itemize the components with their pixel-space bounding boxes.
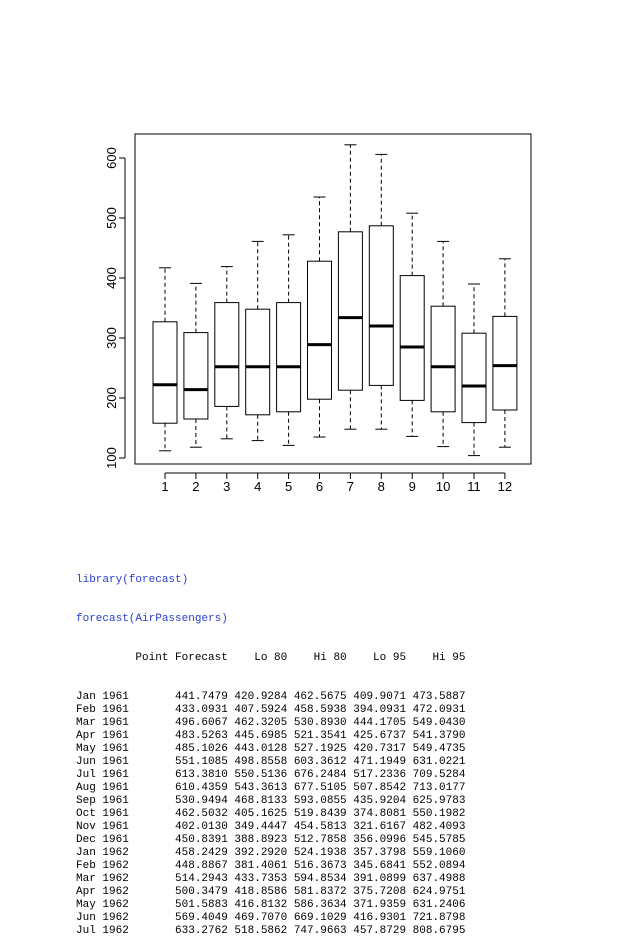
box-iqr [338, 232, 362, 390]
forecast-table-row: Jun 1962 569.4049 469.7070 669.1029 416.9301 721.8798 [76, 912, 466, 924]
box-iqr [369, 226, 393, 386]
y-tick-label: 100 [104, 447, 119, 469]
y-tick-label: 600 [104, 147, 119, 169]
x-tick-label: 8 [377, 479, 385, 494]
forecast-table-row: Jan 1962 458.2429 392.2920 524.1938 357.3798 559.1060 [76, 847, 466, 859]
x-tick-label: 3 [223, 479, 231, 494]
box-group [246, 241, 270, 440]
boxes [153, 145, 517, 456]
forecast-table [76, 691, 465, 938]
box-iqr [246, 309, 270, 415]
forecast-table-row: May 1961 485.1026 443.0128 527.1925 420.7317 549.4735 [76, 743, 466, 755]
forecast-table-row: Dec 1961 450.8391 388.8923 512.7858 356.0996 545.5785 [76, 834, 466, 846]
x-tick-label: 12 [497, 479, 513, 494]
box-iqr [308, 261, 332, 399]
box-group [462, 284, 486, 456]
x-tick-label: 6 [315, 479, 324, 494]
x-tick-label: 5 [284, 479, 293, 494]
box-group [493, 259, 517, 447]
box-iqr [400, 276, 424, 401]
forecast-table-row: Jan 1961 441.7479 420.9284 462.5675 409.9071 473.5887 [76, 691, 466, 703]
forecast-table-row: Feb 1962 448.8867 381.4061 516.3673 345.6841 552.0894 [76, 860, 466, 872]
y-tick-label: 400 [104, 267, 119, 289]
y-tick-label: 500 [104, 207, 119, 229]
forecast-table-row: May 1962 501.5883 416.8132 586.3634 371.9359 631.2406 [76, 899, 466, 911]
box-iqr [277, 303, 301, 412]
forecast-table-row: Apr 1961 483.5263 445.6985 521.3541 425.6737 541.3790 [76, 730, 466, 742]
x-tick-label: 9 [408, 479, 416, 494]
forecast-table-row: Sep 1961 530.9494 468.8133 593.0855 435.9204 625.9783 [76, 795, 466, 807]
forecast-table-row: Feb 1961 433.0931 407.5924 458.5938 394.0931 472.0931 [76, 704, 466, 716]
box-group [308, 197, 332, 437]
x-tick-label: 2 [192, 479, 200, 494]
box-iqr [431, 306, 455, 412]
console-command-1: library(forecast) [76, 574, 189, 586]
forecast-table-row: Jul 1961 613.3810 550.5136 676.2484 517.2336 709.5284 [76, 769, 466, 781]
x-tick-label: 4 [254, 479, 262, 494]
forecast-table-row: Apr 1962 500.3479 418.8586 581.8372 375.7208 624.9751 [76, 886, 466, 898]
forecast-table-row: Aug 1961 610.4359 543.3613 677.5105 507.8542 713.0177 [76, 782, 466, 794]
y-tick-label: 300 [104, 327, 119, 349]
box-group [215, 267, 239, 439]
forecast-table-row: Nov 1961 402.0130 349.4447 454.5813 321.6167 482.4093 [76, 821, 466, 833]
box-group [369, 154, 393, 429]
box-iqr [184, 333, 208, 419]
box-group [184, 283, 208, 447]
y-axis [104, 147, 125, 469]
box-group [338, 145, 362, 429]
box-iqr [462, 333, 486, 422]
forecast-table-row: Jul 1962 633.2762 518.5862 747.9663 457.8729 808.6795 [76, 925, 466, 937]
box-group [277, 235, 301, 446]
box-iqr [493, 316, 517, 410]
console-command-2: forecast(AirPassengers) [76, 613, 228, 625]
forecast-table-row: Mar 1961 496.6067 462.3205 530.8930 444.1705 549.0430 [76, 717, 466, 729]
forecast-table-header: Point Forecast Lo 80 Hi 80 Lo 95 Hi 95 [76, 652, 466, 664]
x-axis [161, 473, 512, 494]
box-group [400, 213, 424, 436]
r-console-output [76, 548, 465, 951]
box-group [431, 241, 455, 446]
forecast-table-row: Jun 1961 551.1085 498.8558 603.3612 471.1949 631.0221 [76, 756, 466, 768]
x-tick-label: 7 [346, 479, 355, 494]
x-tick-label: 11 [467, 479, 481, 494]
y-tick-label: 200 [104, 387, 119, 409]
forecast-table-row: Oct 1961 462.5032 405.1625 519.8439 374.8081 550.1982 [76, 808, 466, 820]
box-iqr [215, 303, 239, 407]
box-group [153, 268, 177, 451]
x-tick-label: 1 [161, 479, 169, 494]
x-tick-label: 10 [435, 479, 451, 494]
forecast-table-row: Mar 1962 514.2943 433.7353 594.8534 391.0899 637.4988 [76, 873, 466, 885]
box-iqr [153, 322, 177, 423]
